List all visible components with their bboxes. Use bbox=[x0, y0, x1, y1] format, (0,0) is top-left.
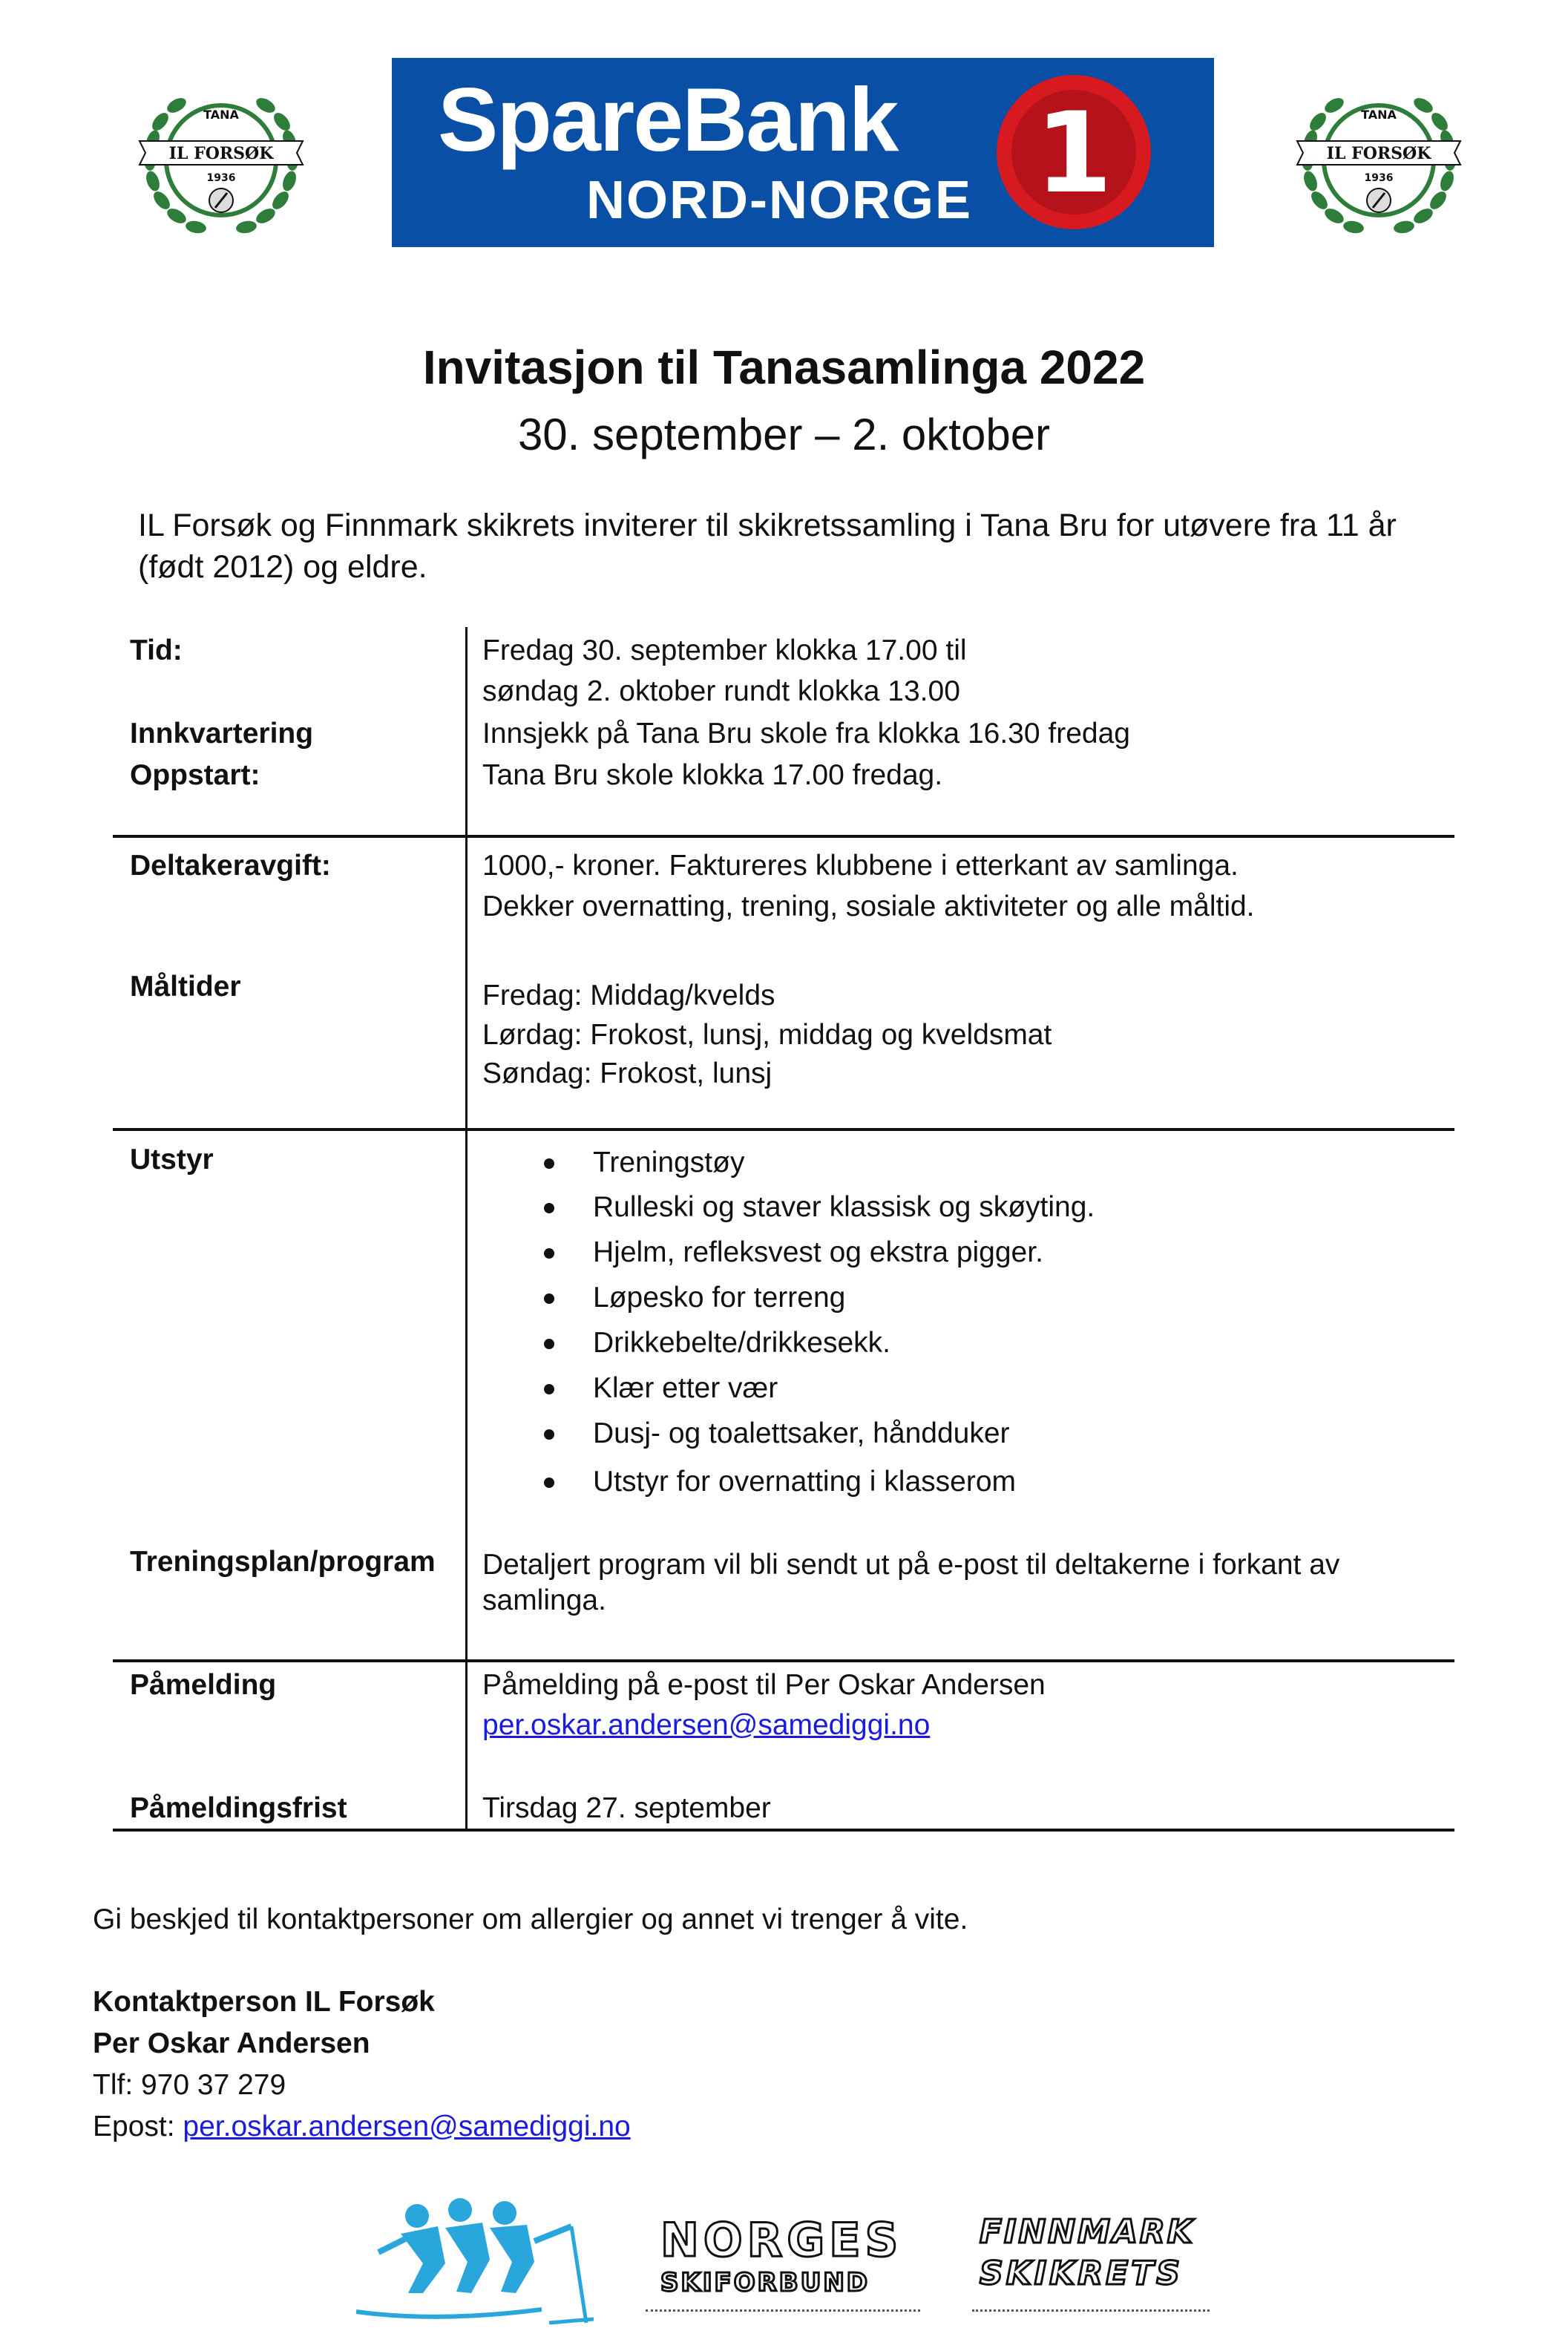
value-tid-line1: Fredag 30. september klokka 17.00 til bbox=[482, 635, 967, 666]
table-row-divider bbox=[113, 1829, 1454, 1832]
value-tid-line2: søndag 2. oktober rundt klokka 13.00 bbox=[482, 675, 960, 707]
bullet-icon bbox=[544, 1429, 554, 1440]
norges-skiforbund-logo bbox=[646, 2211, 920, 2315]
contact-email-row bbox=[93, 2106, 631, 2148]
contact-phone: Tlf: 970 37 279 bbox=[93, 2069, 286, 2101]
skiers-icon bbox=[349, 2182, 616, 2330]
bullet-icon bbox=[544, 1339, 554, 1349]
label-tid: Tid: bbox=[130, 635, 183, 666]
label-pameldingsfrist: Påmeldingsfrist bbox=[130, 1792, 347, 1824]
label-pamelding: Påmelding bbox=[130, 1669, 277, 1701]
pamelding-email-link[interactable]: per.oskar.andersen@samediggi.no bbox=[482, 1709, 931, 1741]
club-logo-band-text: IL FORSØK bbox=[168, 144, 274, 163]
value-treningsplan-line2: samlinga. bbox=[482, 1584, 606, 1616]
label-utstyr: Utstyr bbox=[130, 1144, 214, 1176]
contact-email-link[interactable]: per.oskar.andersen@samediggi.no bbox=[183, 2111, 631, 2142]
label-oppstart: Oppstart: bbox=[130, 759, 260, 791]
bullet-icon bbox=[544, 1158, 554, 1169]
club-logo-year: 1936 bbox=[206, 172, 236, 184]
label-deltakeravgift: Deltakeravgift: bbox=[130, 850, 331, 882]
bank-mark-digit: 1 bbox=[1034, 89, 1113, 218]
value-pamelding: Påmelding på e-post til Per Oskar Andersen bbox=[482, 1669, 1046, 1701]
table-row-divider bbox=[113, 835, 1454, 838]
label-innkvartering: Innkvartering bbox=[130, 718, 314, 750]
bullet-icon bbox=[544, 1478, 554, 1488]
nsf-logo-line2: SKIFORBUND bbox=[660, 2268, 870, 2298]
contact-heading: Kontaktperson IL Forsøk bbox=[93, 1986, 435, 2018]
finnmark-skikrets-logo bbox=[972, 2211, 1224, 2315]
intro-paragraph: IL Forsøk og Finnmark skikrets inviterer til skikretssamling i Tana Bru for utøvere fra 11 år (født 2012) og eldre. bbox=[138, 508, 1397, 585]
table-row-divider bbox=[113, 1659, 1454, 1662]
value-treningsplan-line1: Detaljert program vil bli sendt ut på e-post til deltakerne i forkant av bbox=[482, 1549, 1340, 1581]
contact-email-label: Epost: bbox=[93, 2111, 183, 2142]
page-subtitle: 30. september – 2. oktober bbox=[517, 410, 1051, 459]
club-logo-top-text: TANA bbox=[1361, 108, 1397, 122]
allergy-note: Gi beskjed til kontaktpersoner om allergier og annet vi trenger å vite. bbox=[93, 1904, 968, 1935]
table-column-divider bbox=[465, 627, 468, 1832]
bullet-icon bbox=[544, 1203, 554, 1213]
page-title: Invitasjon til Tanasamlinga 2022 bbox=[422, 341, 1146, 394]
label-maltider: Måltider bbox=[130, 971, 241, 1003]
value-oppstart: Tana Bru skole klokka 17.00 fredag. bbox=[482, 759, 943, 791]
club-logo-left bbox=[132, 70, 310, 248]
sparebank-1-logo bbox=[994, 73, 1153, 232]
table-row-divider bbox=[113, 1128, 1454, 1131]
divider bbox=[972, 2309, 1210, 2312]
club-logo-year: 1936 bbox=[1364, 172, 1394, 184]
divider bbox=[646, 2309, 920, 2312]
value-pameldingsfrist: Tirsdag 27. september bbox=[482, 1792, 771, 1824]
value-maltider-fredag: Fredag: Middag/kvelds bbox=[482, 980, 775, 1011]
bank-region: NORD-NORGE bbox=[586, 171, 972, 230]
bullet-icon bbox=[544, 1293, 554, 1304]
label-treningsplan: Treningsplan/program bbox=[130, 1546, 436, 1578]
club-logo-top-text: TANA bbox=[203, 108, 239, 122]
bank-name: SpareBank bbox=[438, 69, 898, 170]
value-deltakeravgift-line2: Dekker overnatting, trening, sosiale aktiviteter og alle måltid. bbox=[482, 891, 1255, 922]
value-maltider-sondag: Søndag: Frokost, lunsj bbox=[482, 1058, 772, 1089]
club-logo-right bbox=[1290, 70, 1468, 248]
value-innkvartering: Innsjekk på Tana Bru skole fra klokka 16.30 fredag bbox=[482, 718, 1130, 750]
value-maltider-lordag: Lørdag: Frokost, lunsj, middag og kveldsmat bbox=[482, 1019, 1052, 1051]
bullet-icon bbox=[544, 1384, 554, 1394]
sparebank-banner bbox=[392, 58, 1214, 247]
nsf-logo-line1: NORGES bbox=[660, 2213, 903, 2267]
fsk-logo-line1: FINNMARK bbox=[980, 2213, 1195, 2251]
fsk-logo-line2: SKIKRETS bbox=[980, 2255, 1183, 2292]
value-deltakeravgift-line1: 1000,- kroner. Faktureres klubbene i etterkant av samlinga. bbox=[482, 850, 1239, 882]
contact-name: Per Oskar Andersen bbox=[93, 2027, 370, 2059]
club-logo-band-text: IL FORSØK bbox=[1326, 144, 1431, 163]
bullet-icon bbox=[544, 1248, 554, 1259]
